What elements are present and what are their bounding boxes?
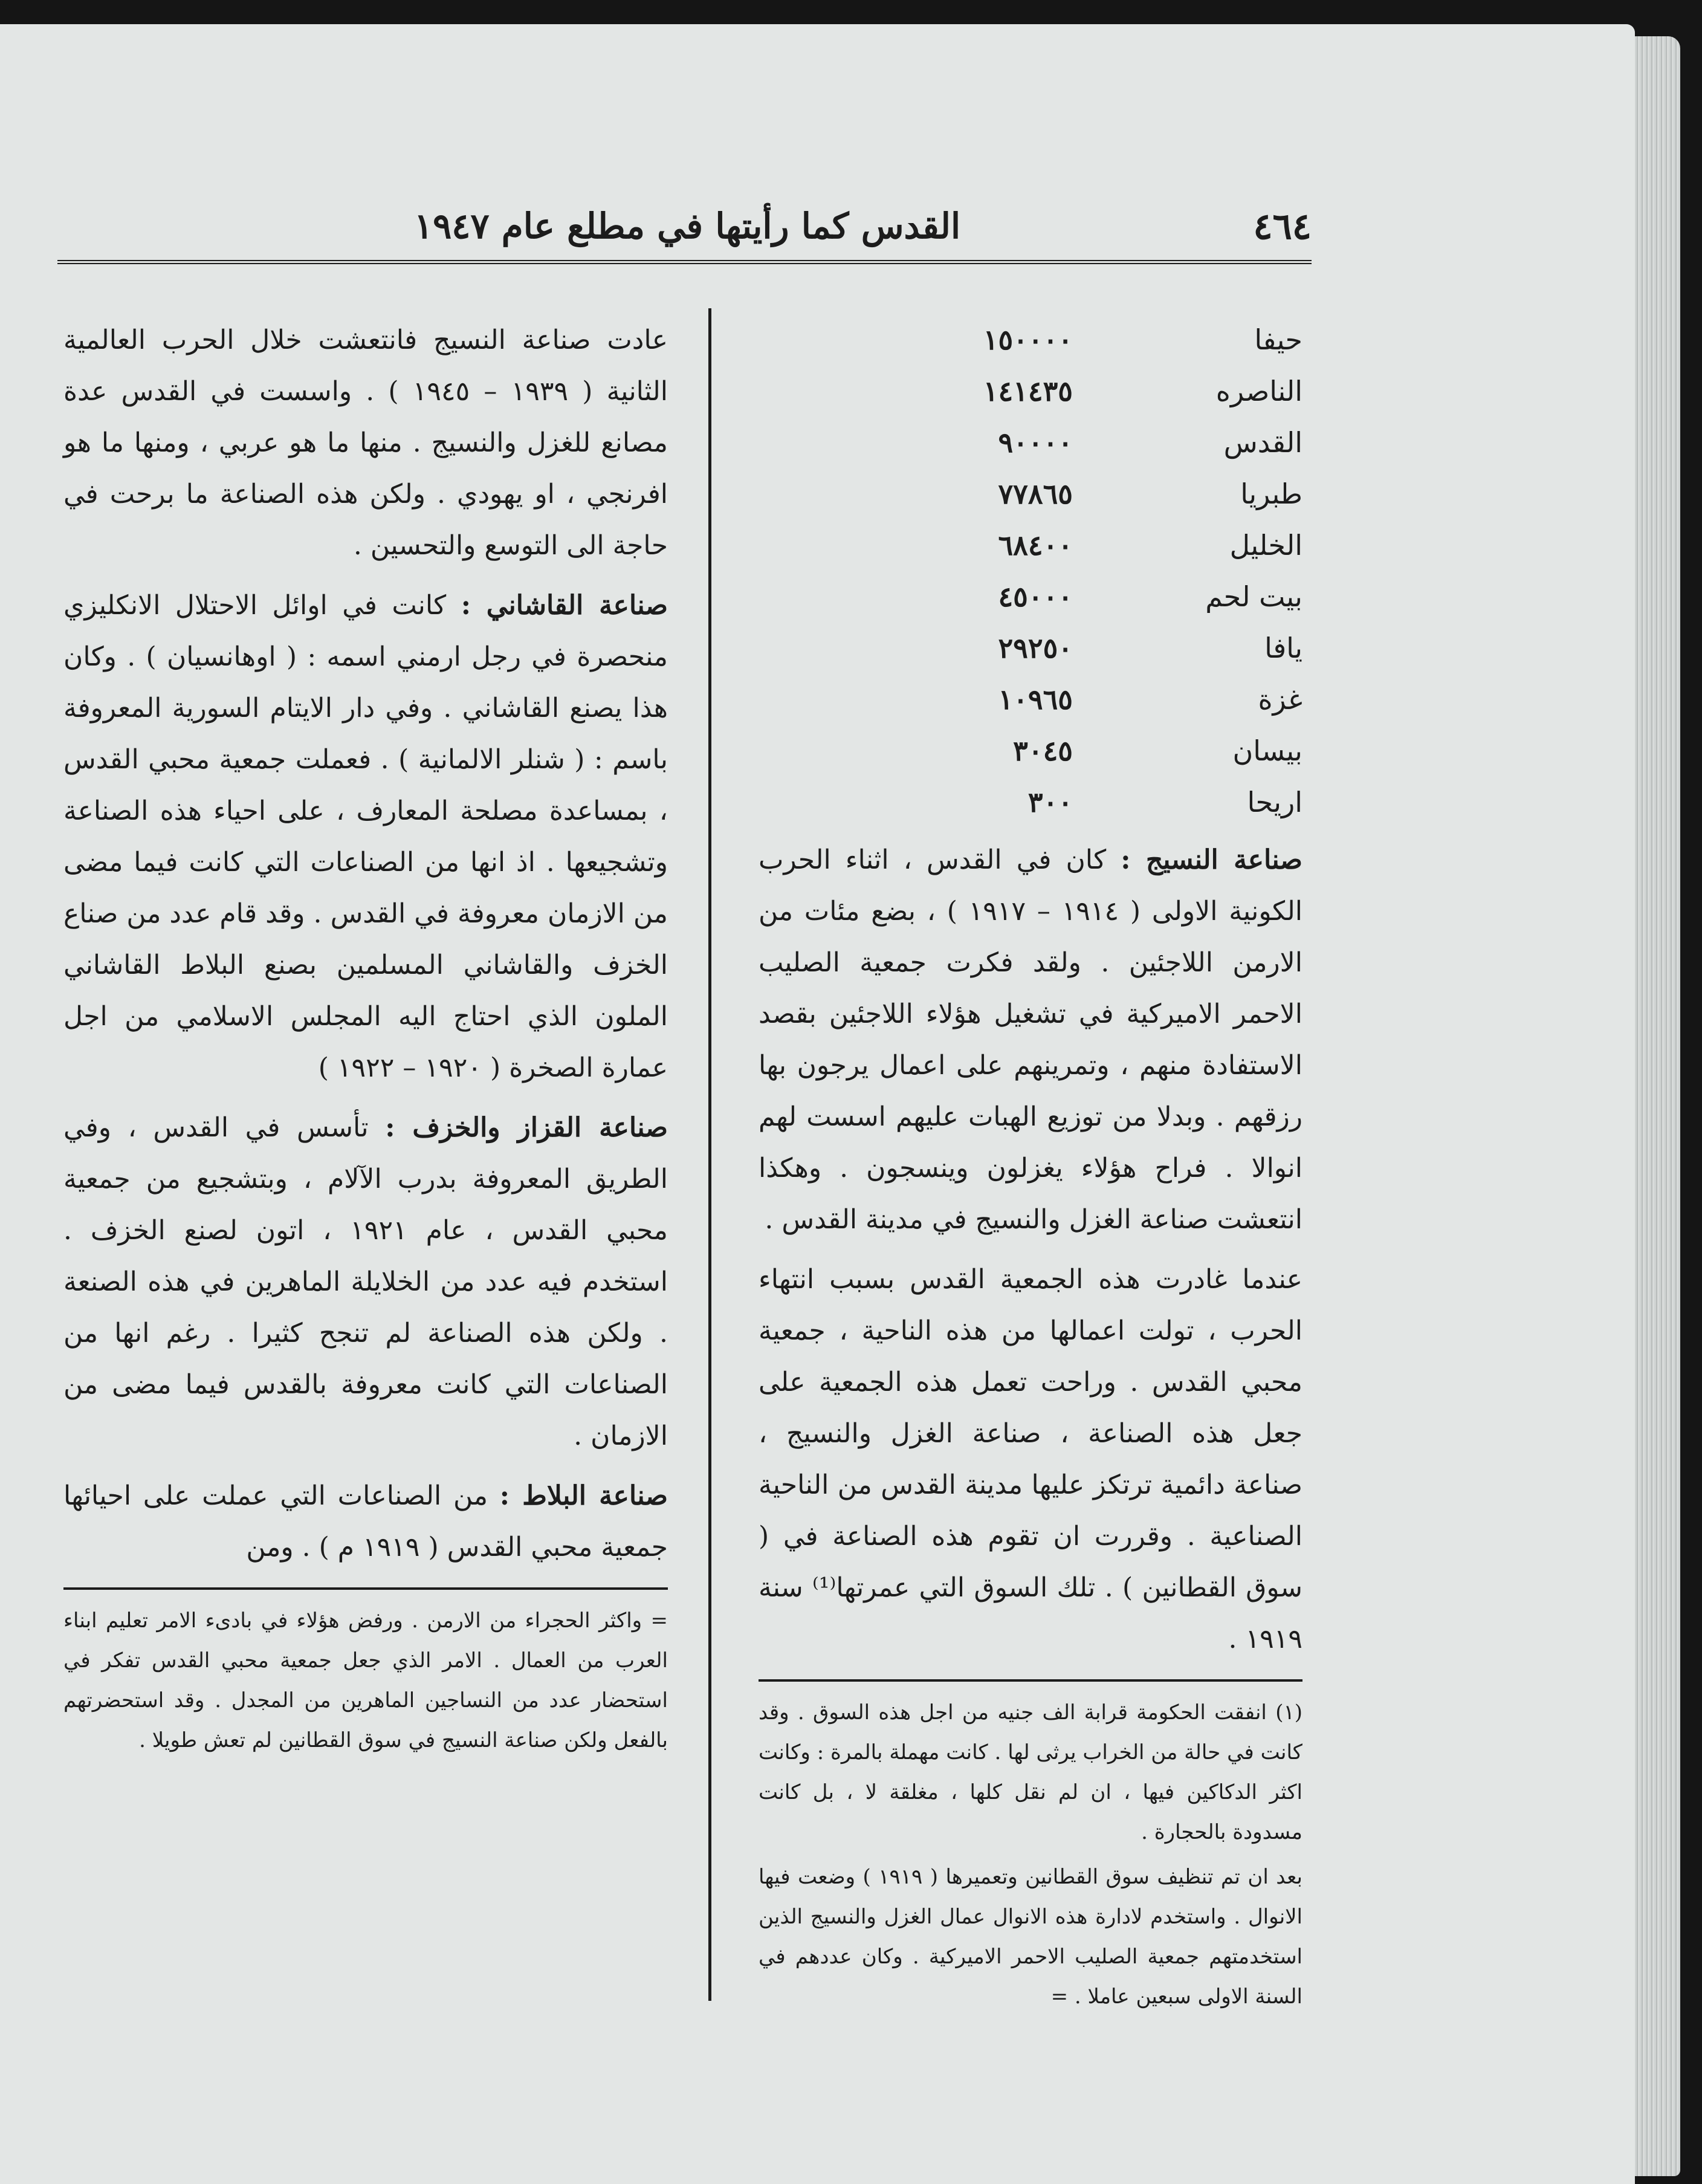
population-table [759,314,1302,828]
population-value: ٣٠٠ [1027,786,1073,818]
body-paragraph [759,1254,1302,1665]
footnote: (١) انفقت الحكومة قرابة الف جنيه من اجل هذه السوق . وقد كانت في حالة من الخراب يرثى لها . كانت مهملة بالمرة : وكانت اكثر الدكاكين فيها ، ان لم نقل كلها ، مغلقة لا ، بل كانت مسدودة بالحجارة . [759,1700,1302,1844]
paragraph-text: كان في القدس ، اثناء الحرب الكونية الاولى ( ١٩١٤ – ١٩١٧ ) ، بضع مئات من الارمن اللاجئين . ولقد فكرت جمعية الصليب الاحمر الاميركية في تشغيل هؤلاء اللاجئين بقصد الاستفادة منهم ، وتمرينهم على اعمال يرجون بها رزقهم . وبدلا من توزيع الهبات عليهم اسست لهم انوالا . فراح هؤلاء يغزلون وينسجون . وهكذا انتعشت صناعة الغزل والنسيج في مدينة القدس . [759,844,1302,1235]
section-heading: صناعة القاشاني : [461,590,668,621]
table-row [759,366,1302,417]
table-row [759,623,1302,674]
city-name: طبريا [1240,478,1302,510]
body-paragraph [63,314,668,571]
header-rule [57,260,1312,264]
body-paragraph [63,1470,668,1573]
population-value: ٢٩٢٥٠ [998,632,1073,664]
paragraph-text: عندما غادرت هذه الجمعية القدس بسبب انتهاء الحرب ، تولت اعمالها من هذه الناحية ، جمعية محبي القدس . وراحت تعمل هذه الجمعية على جعل هذه الصناعة ، صناعة الغزل والنسيج ، صناعة دائمية ترتكز عليها مدينة القدس من الناحية الصناعية . وقررت ان تقوم هذه الصناعة في ( سوق القطانين ) . تلك السوق التي عمرتها⁽¹⁾ سنة ١٩١٩ . [759,1264,1303,1654]
section-heading: صناعة البلاط : [499,1480,668,1511]
population-value: ١٥٠٠٠٠ [983,323,1073,356]
footnote: = واكثر الحجراء من الارمن . ورفض هؤلاء في بادىء الامر تعليم ابناء العرب من العمال . الامر الذي جعل جمعية محبي القدس تفكر في استحضار عدد من النساجين الماهرين من المجدل . وقد استحضرتهم بالفعل ولكن صناعة النسيج في سوق القطانين لم تعش طويلا . [63,1609,668,1752]
footnote-rule [759,1679,1302,1682]
population-value: ٣٠٤٥ [1013,734,1073,767]
city-name: القدس [1223,426,1302,459]
city-name: الخليل [1229,529,1302,562]
right-column [759,314,1302,2021]
city-name: اريحا [1247,786,1302,818]
population-value: ١٠٩٦٥ [998,683,1073,716]
page-edge [1635,36,1680,2176]
population-value: ٩٠٠٠٠ [998,426,1073,459]
body-paragraph [63,580,668,1094]
paragraph-text: كانت في اوائل الاحتلال الانكليزي منحصرة في رجل ارمني اسمه : ( اوهانسيان ) . وكان هذا يصنع القاشاني . وفي دار الايتام السورية المعروفة باسم : ( شنلر الالمانية ) . فعملت جمعية محبي القدس ، بمساعدة مصلحة المعارف ، على احياء هذه الصناعة وتشجيعها . اذ انها من الصناعات التي كانت فيما مضى من الازمان معروفة في القدس . وقد قام عدد من صناع الخزف والقاشاني المسلمين بصنع البلاط القاشاني الملون الذي احتاج اليه المجلس الاسلامي من اجل عمارة الصخرة ( ١٩٢٠ – ١٩٢٢ ) [63,590,668,1083]
city-name: بيت لحم [1205,580,1302,613]
paragraph-text: عادت صناعة النسيج فانتعشت خلال الحرب العالمية الثانية ( ١٩٣٩ – ١٩٤٥ ) . واسست في القدس عدة مصانع للغزل والنسيج . منها ما هو عربي ، ومنها ما هو افرنجي ، او يهودي . ولكن هذه الصناعة ما برحت في حاجة الى التوسع والتحسين . [63,325,668,561]
table-row [759,417,1302,468]
population-value: ٤٥٠٠٠ [998,580,1073,613]
table-row [759,571,1302,623]
table-row [759,314,1302,366]
footnotes [63,1601,668,1760]
population-value: ٦٨٤٠٠ [998,529,1073,562]
footnotes [759,1693,1302,2017]
left-column [63,314,668,1765]
paragraph-text: تأسس في القدس ، وفي الطريق المعروفة بدرب الآلام ، وبتشجيع من جمعية محبي القدس ، عام ١٩٢١ ، اتون لصنع الخزف . استخدم فيه عدد من الخلايلة الماهرين في هذه الصنعة . ولكن هذه الصناعة لم تنجح كثيرا . رغم انها من الصناعات التي كانت معروفة بالقدس فيما مضى من الازمان . [63,1112,668,1451]
city-name: بيسان [1232,734,1302,767]
table-row [759,777,1302,828]
running-head [57,206,1312,263]
running-head-title: القدس كما رأيتها في مطلع عام ١٩٤٧ [414,206,961,247]
population-value: ١٤١٤٣٥ [983,375,1073,407]
city-name: حيفا [1254,323,1302,356]
footnote: بعد ان تم تنظيف سوق القطانين وتعميرها ( ١٩١٩ ) وضعت فيها الانوال . واستخدم لادارة هذه الانوال عمال الغزل والنسيج الذين استخدمتهم جمعية الصليب الاحمر الاميركية . وكان عددهم في السنة الاولى سبعين عاملا . = [759,1865,1302,2009]
paragraph-text: من الصناعات التي عملت على احيائها جمعية محبي القدس ( ١٩١٩ م ) . ومن [63,1480,668,1563]
table-row [759,468,1302,520]
column-divider [708,308,711,2001]
body-paragraph [759,834,1302,1245]
table-row [759,674,1302,725]
population-value: ٧٧٨٦٥ [998,478,1073,510]
city-name: غزة [1258,683,1302,716]
body-paragraph [63,1102,668,1462]
section-heading: صناعة النسيج : [1121,844,1302,875]
table-row [759,725,1302,777]
footnote-rule [63,1587,668,1590]
section-heading: صناعة القزاز والخزف : [385,1112,668,1143]
page-number: ٤٦٤ [1253,206,1312,248]
city-name: يافا [1264,632,1302,664]
city-name: الناصره [1215,375,1302,407]
table-row [759,520,1302,571]
